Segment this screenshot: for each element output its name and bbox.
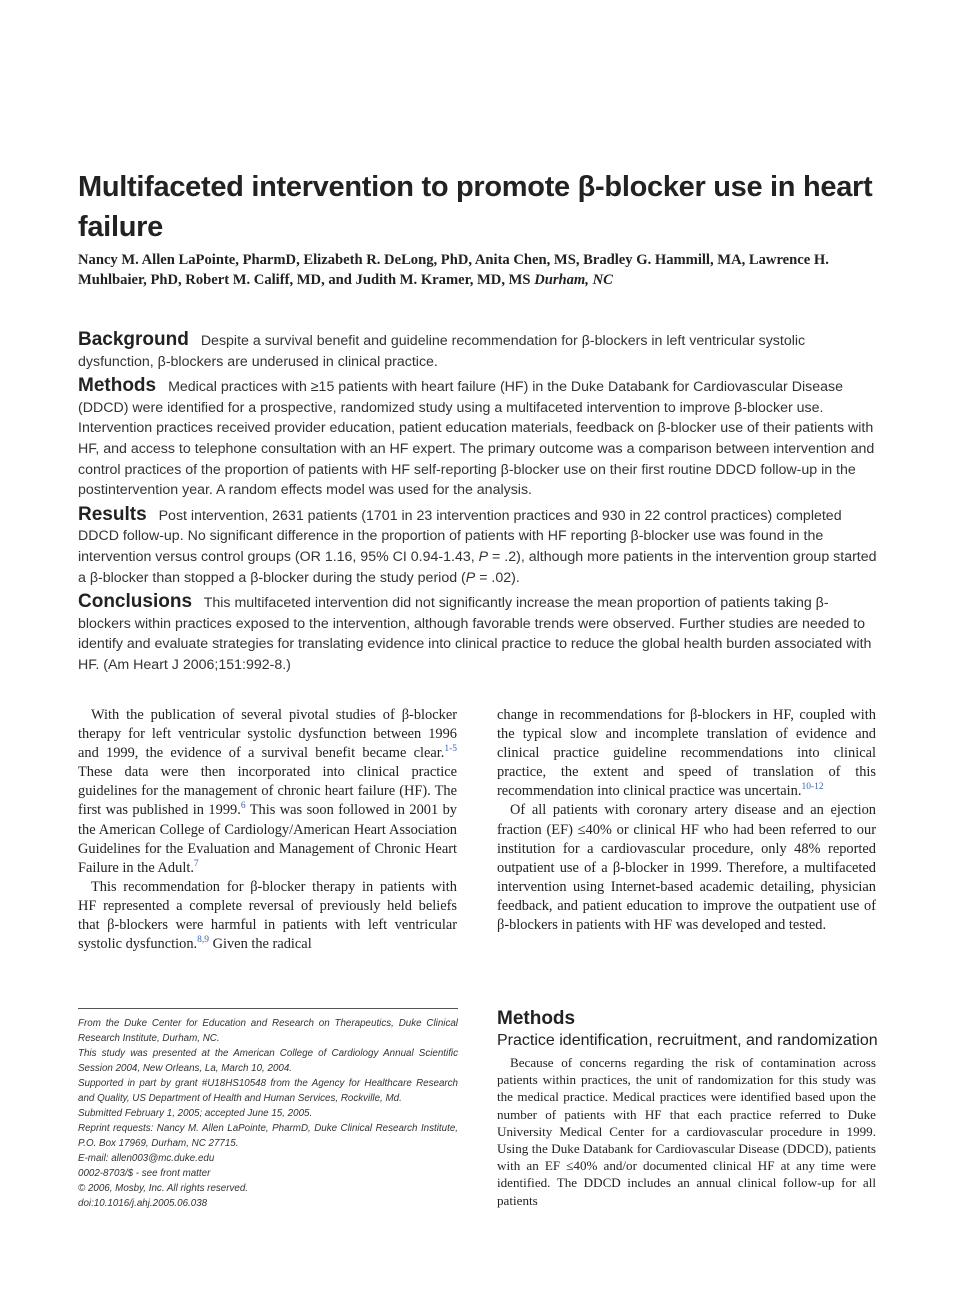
abstract-results-text-3: = .02). xyxy=(479,569,520,586)
body-text: Given the radical xyxy=(209,936,312,953)
body-paragraph xyxy=(78,706,457,878)
body-paragraph xyxy=(497,706,876,801)
footnotes xyxy=(78,1016,458,1211)
body-text: With the publication of several pivotal studies of β-blocker therapy for left ventricular systolic dysfunction between 1996 and 1999, the evidence of a survival benefit became clear. xyxy=(78,707,457,762)
body-text: change in recommendations for β-blockers in HF, coupled with the typical slow and incomplete translation of evidence and clinical practice guideline recommendations into clinical practice, the extent and speed of translation of this recommendation into clinical practice was uncertain. xyxy=(497,707,876,800)
abstract-conclusions-text: This multifaceted intervention did not significantly increase the mean proportion of patients taking β-blockers within practices exposed to the intervention, although favorable trends were observed. Further studies are needed to identify and evaluate strategies for translating evidence into clinical practice to reduce the global health burden associated with HF. (Am Heart J 2006;151:992-8.) xyxy=(78,595,872,673)
abstract-results-text-1: Post intervention, 2631 patients (1701 in 23 intervention practices and 930 in 22 control practices) completed DDCD follow-up. No significant difference in the proportion of patients with HF reporting β-blocker use was found in the intervention versus control groups (OR 1.16, 95% CI 0.94-1.43, xyxy=(78,507,842,565)
footnote-affiliation: From the Duke Center for Education and Research on Therapeutics, Duke Clinical Research Institute, Durham, NC. xyxy=(78,1018,458,1044)
footnote-reprints: Reprint requests: Nancy M. Allen LaPointe, PharmD, Duke Clinical Research Institute, P.O. Box 17969, Durham, NC 27715. xyxy=(78,1123,458,1149)
body-column-right xyxy=(497,706,876,935)
citation-link[interactable]: 10-12 xyxy=(801,782,824,793)
footnote-funding: Supported in part by grant #U18HS10548 from the Agency for Healthcare Research and Quality, US Department of Health and Human Services, Rockville, Md. xyxy=(78,1078,458,1104)
abstract-heading-results: Results xyxy=(78,503,147,525)
abstract-methods xyxy=(78,376,878,501)
abstract-conclusions xyxy=(78,592,878,675)
body-text: This recommendation for β-blocker therapy in patients with HF represented a complete reversal of previously held beliefs that β-blockers were harmful in patients with left ventricular systolic dysfunction. xyxy=(78,878,457,953)
abstract-heading-conclusions: Conclusions xyxy=(78,591,193,613)
abstract-methods-text: Medical practices with ≥15 patients with heart failure (HF) in the Duke Databank for Cardiovascular Disease (DDCD) were identified for a prospective, randomized study using a multifaceted intervention to improve β-blocker use. Intervention practices received provider education, patient education materials, feedback on β-blocker use of their patients with HF, and access to telephone consultation with an HF expert. The primary outcome was a comparison between intervention and control practices of the proportion of patients with HF self-reporting β-blocker use on their first routine DDCD follow-up in the postintervention year. A random effects model was used for the analysis. xyxy=(78,379,875,499)
abstract-heading-background: Background xyxy=(78,329,189,350)
body-paragraph xyxy=(497,801,876,935)
abstract-results xyxy=(78,505,878,588)
citation-link[interactable]: 7 xyxy=(193,858,199,869)
p-value-label: P xyxy=(465,569,476,586)
p-value-label: P xyxy=(478,548,489,565)
abstract-background xyxy=(78,330,878,372)
subsection-heading: Practice identification, recruitment, and randomization xyxy=(497,1032,878,1049)
body-text: This was soon followed in 2001 by the American College of Cardiology/American Heart Association Guidelines for the Evaluation and Management of Chronic Heart Failure in the Adult. xyxy=(78,802,457,876)
footnote-issn: 0002-8703/$ - see front matter xyxy=(78,1168,211,1179)
section-heading-methods: Methods xyxy=(497,1008,576,1029)
citation-link[interactable]: 1-5 xyxy=(444,744,457,755)
abstract-heading-methods: Methods xyxy=(78,375,157,397)
footnote-copyright: © 2006, Mosby, Inc. All rights reserved. xyxy=(78,1183,249,1194)
author-location: Durham, NC xyxy=(534,272,613,288)
abstract-background-text: Despite a survival benefit and guideline recommendation for β-blockers in left ventricular systolic dysfunction, β-blockers are underused in clinical practice. xyxy=(78,333,806,370)
footnote-doi[interactable]: doi:10.1016/j.ahj.2005.06.038 xyxy=(78,1198,208,1209)
citation-link[interactable]: 6 xyxy=(240,801,246,812)
body-paragraph xyxy=(78,878,457,954)
footnote-email[interactable]: E-mail: allen003@mc.duke.edu xyxy=(78,1153,215,1164)
author-list xyxy=(78,250,878,290)
article-title: Multifaceted intervention to promote β-blocker use in heart failure xyxy=(78,171,873,243)
methods-body xyxy=(497,1054,876,1209)
body-text: Of all patients with coronary artery disease and an ejection fraction (EF) ≤40% or clinical HF who had been referred to our institution for a cardiovascular procedure, only 48% reported outpatient use of a β-blocker in 1999. Therefore, a multifaceted intervention using Internet-based academic detailing, physician feedback, and patient education to improve the outpatient use of β-blockers in patients with HF was developed and tested. xyxy=(497,802,876,934)
abstract-results-text-2: = .2), although more patients in the intervention group started a β-blocker than stopped a β-blocker during the study period ( xyxy=(78,548,877,586)
footnote-presentation: This study was presented at the American College of Cardiology Annual Scientific Session 2004, New Orleans, La, March 10, 2004. xyxy=(78,1048,458,1074)
footnote-dates: Submitted February 1, 2005; accepted June 15, 2005. xyxy=(78,1108,313,1119)
citation-link[interactable]: 8,9 xyxy=(197,935,209,946)
body-paragraph: Because of concerns regarding the risk of contamination across patients within practices, the unit of randomization for this study was the medical practice. Medical practices were identified based upon the number of patients with HF that each practice referred to Duke University Medical Center for a cardiovascular procedure in 1999. Using the Duke Databank for Cardiovascular Disease (DDCD), patients with an EF ≤40% and/or documented clinical HF at any time were identified. The DDCD includes an annual clinical follow-up for all patients xyxy=(497,1055,876,1208)
authors-names: Nancy M. Allen LaPointe, PharmD, Elizabeth R. DeLong, PhD, Anita Chen, MS, Bradley G. Hammill, MA, Lawrence H. Muhlbaier, PhD, Robert M. Califf, MD, and Judith M. Kramer, MD, MS xyxy=(78,252,829,288)
body-text: These data were then incorporated into clinical practice guidelines for the management of chronic heart failure (HF). The first was published in 1999. xyxy=(78,764,457,819)
body-column-left xyxy=(78,706,457,954)
abstract xyxy=(78,330,878,680)
footnote-divider xyxy=(78,1008,458,1009)
